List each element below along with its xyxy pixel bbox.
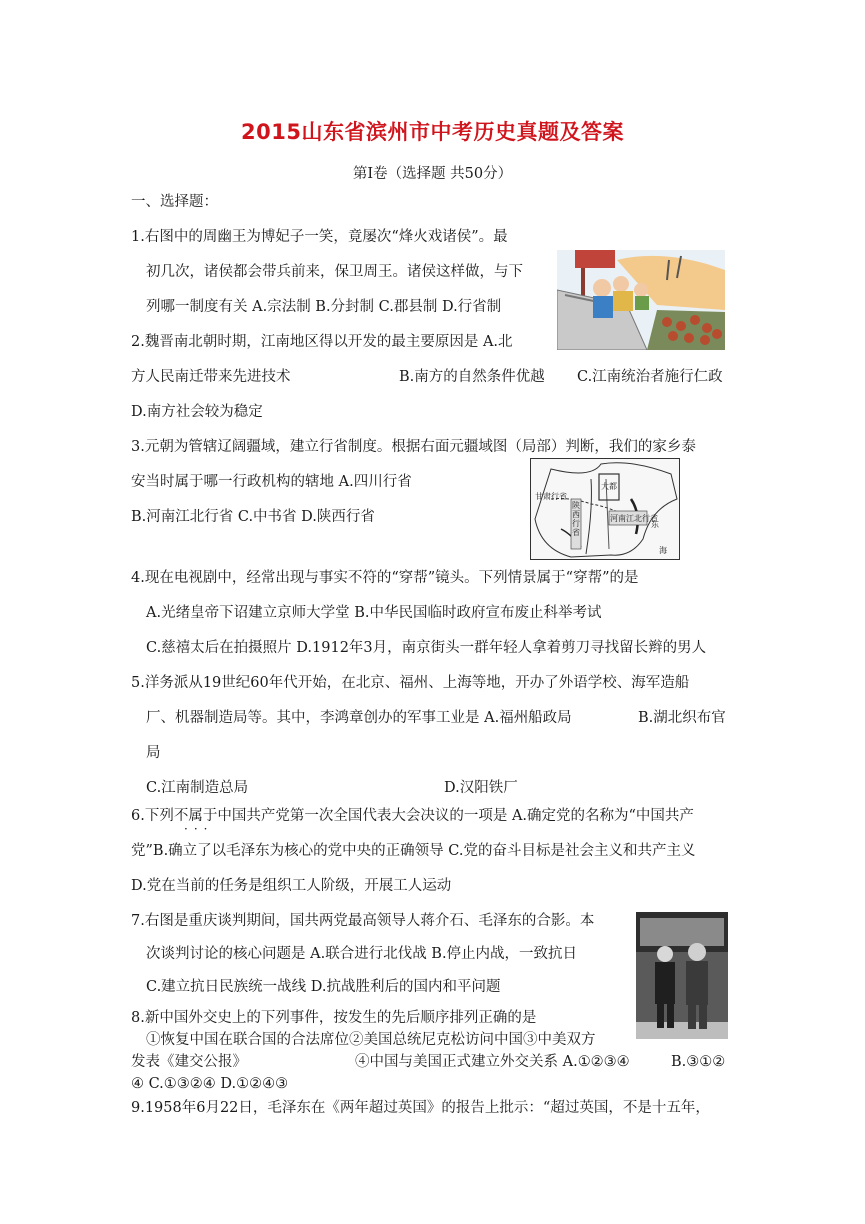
q8-line2: ①恢复中国在联合国的合法席位②美国总统尼克松访问中国③中美双方	[146, 1032, 596, 1048]
q2-line2-part3: C.江南统治者施行仁政	[577, 369, 723, 385]
map-label-hai: 海	[659, 546, 667, 555]
q3-line3: B.河南江北行省 C.中书省 D.陕西行省	[131, 509, 375, 525]
q7-line1: 7.右图是重庆谈判期间，国共两党最高领导人蒋介石、毛泽东的合影。本	[131, 913, 595, 929]
yuan-territory-map	[530, 458, 680, 560]
q5-line2-part2: B.湖北织布官	[638, 710, 726, 726]
q3-line2: 安当时属于哪一行政机构的辖地 A.四川行省	[131, 474, 412, 490]
beacon-fire-illustration	[557, 250, 725, 350]
q5-line1: 5.洋务派从19世纪60年代开始，在北京、福州、上海等地，开办了外语学校、海军造船	[131, 675, 690, 691]
q6-line1: 6.下列不属于中国共产党第一次全国代表大会决议的一项是 A.确定党的名称为“中国共产	[131, 808, 694, 824]
q7-line2: 次谈判讨论的核心问题是 A.联合进行北伐战 B.停止内战，一致抗日	[146, 946, 578, 962]
emphasis-dots: ···	[184, 822, 214, 836]
section-heading: 一、选择题：	[131, 194, 218, 210]
map-label-henan: 河南江北行省	[610, 514, 658, 523]
q8-line3-part2: ④中国与美国正式建立外交关系 A.①②③④	[355, 1054, 630, 1070]
q5-line4-part2: D.汉阳铁厂	[444, 780, 518, 796]
q8-line1: 8.新中国外交史上的下列事件，按发生的先后顺序排列正确的是	[131, 1010, 537, 1026]
q2-line2-part2: B.南方的自然条件优越	[399, 369, 545, 385]
q2-line1: 2.魏晋南北朝时期，江南地区得以开发的最主要原因是 A.北	[131, 334, 513, 350]
q1-line2: 初几次，诸侯都会带兵前来，保卫周王。诸侯这样做，与下	[146, 264, 523, 280]
q1-line3: 列哪一制度有关 A.宗法制 B.分封制 C.郡县制 D.行省制	[146, 299, 502, 315]
q4-line3: C.慈禧太后在拍摄照片 D.1912年3月，南京街头一群年轻人拿着剪刀寻找留长辫的男人	[146, 640, 707, 656]
q7-line3: C.建立抗日民族统一战线 D.抗战胜利后的国内和平问题	[146, 979, 501, 995]
q2-line3: D.南方社会较为稳定	[131, 404, 263, 420]
q9-line1: 9.1958年6月22日，毛泽东在《两年超过英国》的报告上批示：“超过英国，不是十五年，	[131, 1100, 710, 1116]
q5-line2-part1: 厂、机器制造局等。其中，李鸿章创办的军事工业是 A.福州船政局	[146, 710, 572, 726]
q8-line4: ④ C.①③②④ D.①②④③	[131, 1076, 289, 1092]
q6-line3: D.党在当前的任务是组织工人阶级，开展工人运动	[131, 878, 452, 894]
page-title: 2015山东省滨州市中考历史真题及答案	[241, 120, 624, 144]
q8-line3-part3: B.③①②	[671, 1054, 726, 1070]
q5-line3: 局	[146, 745, 161, 761]
q4-line2: A.光绪皇帝下诏建立京师大学堂 B.中华民国临时政府宣布废止科举考试	[146, 605, 602, 621]
chongqing-negotiation-photo	[636, 912, 728, 1039]
exam-subtitle: 第Ⅰ卷（选择题 共50分）	[352, 166, 513, 182]
q1-line1: 1.右图中的周幽王为博妃子一笑，竟屡次“烽火戏诸侯”。最	[131, 229, 508, 245]
map-label-dadu: 大都	[601, 482, 617, 491]
map-label-shaanxi: 陕西行省	[572, 501, 580, 537]
q5-line4-part1: C.江南制造总局	[146, 780, 249, 796]
q6-line2: 党”B.确立了以毛泽东为核心的党中央的正确领导 C.党的奋斗目标是社会主义和共产主义	[131, 843, 696, 859]
q8-line3-part1: 发表《建交公报》	[131, 1054, 247, 1070]
map-label-dong: 东	[651, 520, 659, 529]
map-label-gansu: 甘肃行省	[535, 492, 567, 501]
q4-line1: 4.现在电视剧中，经常出现与事实不符的“穿帮”镜头。下列情景属于“穿帮”的是	[131, 570, 639, 586]
q2-line2-part1: 方人民南迁带来先进技术	[131, 369, 291, 385]
q3-line1: 3.元朝为管辖辽阔疆域，建立行省制度。根据右面元疆域图（局部）判断，我们的家乡泰	[131, 439, 696, 455]
